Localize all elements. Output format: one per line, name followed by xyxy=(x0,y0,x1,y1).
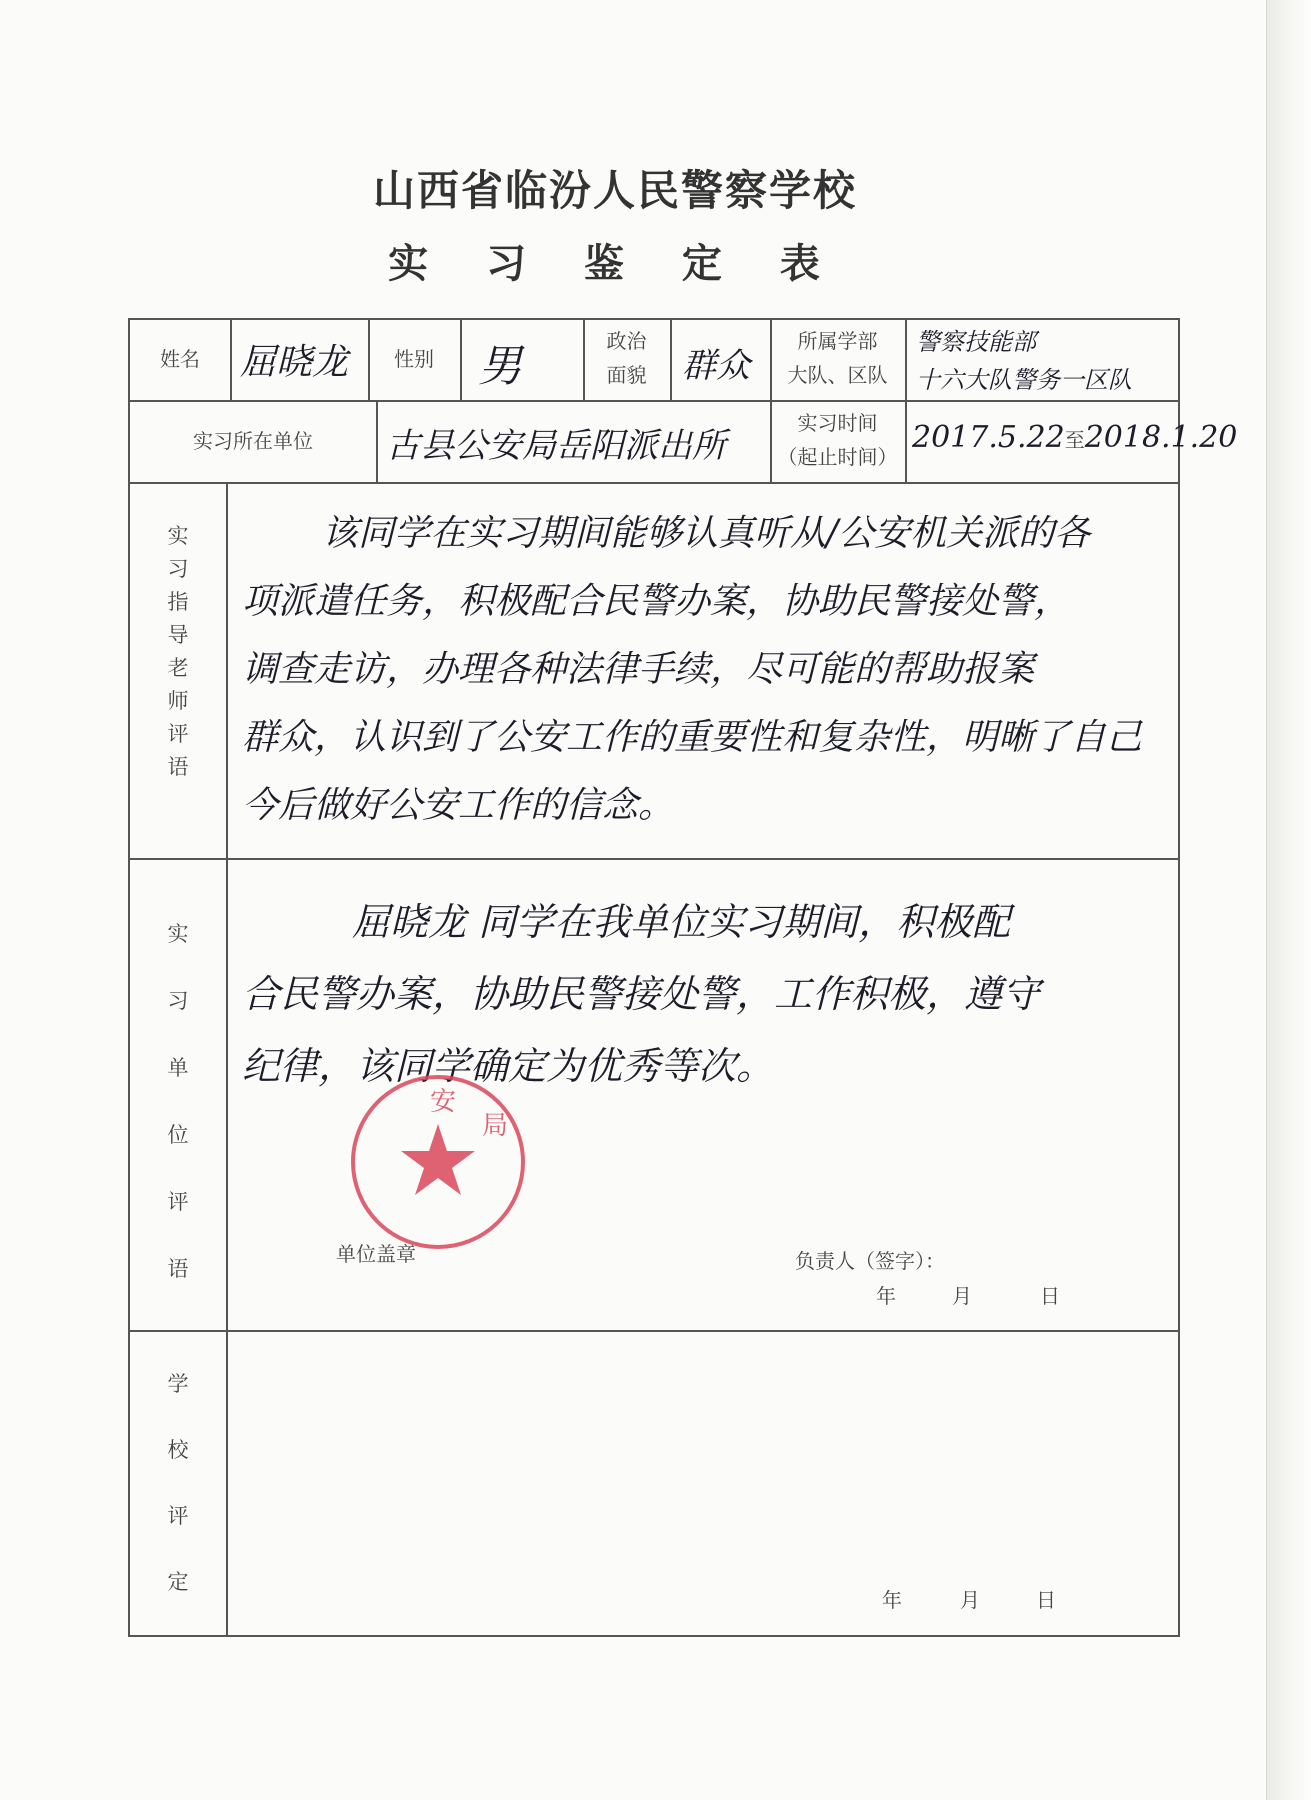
row-divider xyxy=(130,858,1178,860)
label-char: 实 xyxy=(167,922,189,946)
unit-comment xyxy=(242,886,1172,1102)
official-seal-stamp xyxy=(348,1072,528,1252)
name-label: 姓名 xyxy=(160,347,200,371)
label-char: 评 xyxy=(167,1504,189,1528)
gender-label: 性别 xyxy=(394,347,434,371)
time-separator: 至 xyxy=(1064,428,1085,452)
time-label-1: 实习时间 xyxy=(797,411,878,435)
label-char: 习 xyxy=(167,989,189,1013)
school-date-year: 年 xyxy=(882,1588,902,1612)
row-divider xyxy=(130,1330,1178,1332)
unit-value: 古县公安局岳阳派出所 xyxy=(386,426,726,466)
seal-char: 安 xyxy=(430,1087,457,1117)
label-col-divider xyxy=(226,482,228,1635)
unit-label: 实习所在单位 xyxy=(193,429,313,453)
political-label-1: 政治 xyxy=(606,329,647,353)
comment-line: 该同学在实习期间能够认真听从/公安机关派的各 xyxy=(322,513,1091,554)
label-char: 评 xyxy=(167,1190,189,1214)
school-date-day: 日 xyxy=(1036,1588,1056,1612)
label-char: 位 xyxy=(167,1123,189,1147)
comment-line: 合民警办案，协助民警接处警，工作积极，遵守 xyxy=(242,972,1041,1016)
comment-line: 今后做好公安工作的信念。 xyxy=(242,785,675,826)
col-divider xyxy=(230,320,232,400)
political-label-2: 面貌 xyxy=(606,363,647,387)
label-char: 单 xyxy=(167,1056,189,1080)
comment-line: 纪律，该同学确定为优秀等次。 xyxy=(242,1044,775,1088)
seal-label: 单位盖章 xyxy=(336,1242,416,1266)
label-char: 指 xyxy=(167,590,189,614)
label-char: 老 xyxy=(167,656,189,680)
label-char: 师 xyxy=(167,689,189,713)
time-label-2: （起止时间） xyxy=(777,445,898,469)
col-divider xyxy=(460,320,462,400)
label-char: 习 xyxy=(167,557,189,581)
col-divider xyxy=(376,400,378,482)
unit-date-month: 月 xyxy=(952,1284,972,1308)
row-divider xyxy=(130,400,1178,402)
seal-char: 局 xyxy=(482,1111,509,1141)
label-char: 学 xyxy=(167,1372,189,1396)
label-char: 校 xyxy=(167,1438,189,1462)
school-section-label xyxy=(150,1368,206,1632)
time-range xyxy=(912,420,1237,455)
label-char: 语 xyxy=(167,1257,189,1281)
name-value: 屈晓龙 xyxy=(240,342,349,383)
comment-line: 屈晓龙 同学在我单位实习期间，积极配 xyxy=(352,900,1011,944)
evaluation-form xyxy=(128,318,1238,1637)
label-char: 实 xyxy=(167,524,189,548)
dept-value-2: 十六大队警务一区队 xyxy=(916,366,1132,394)
col-divider xyxy=(670,320,672,400)
school-date-month: 月 xyxy=(960,1588,980,1612)
label-char: 语 xyxy=(167,755,189,779)
gender-value: 男 xyxy=(478,341,522,392)
label-char: 评 xyxy=(167,722,189,746)
unit-date-day: 日 xyxy=(1040,1284,1060,1308)
unit-date-year: 年 xyxy=(876,1284,896,1308)
label-char: 导 xyxy=(167,623,189,647)
school-title: 山西省临汾人民警察学校 xyxy=(372,166,857,215)
form-title: 实 习 鉴 定 表 xyxy=(388,241,842,287)
dept-label-2: 大队、区队 xyxy=(787,363,888,387)
signer-label: 负责人（签字）： xyxy=(795,1249,945,1273)
col-divider xyxy=(905,320,907,482)
teacher-section-label xyxy=(150,520,206,784)
time-end: 2018.1.20 xyxy=(1084,420,1238,455)
comment-line: 项派遣任务，积极配合民警办案，协助民警接处警， xyxy=(242,581,1071,622)
teacher-comment xyxy=(242,500,1172,840)
comment-line: 群众，认识到了公安工作的重要性和复杂性，明晰了自己 xyxy=(242,717,1143,758)
page-edge-shadow xyxy=(1266,0,1311,1800)
label-char: 定 xyxy=(167,1570,189,1594)
row-divider xyxy=(130,482,1178,484)
dept-label-1: 所属学部 xyxy=(797,329,878,353)
political-value: 群众 xyxy=(682,346,750,386)
comment-line: 调查走访，办理各种法律手续，尽可能的帮助报案 xyxy=(242,649,1035,690)
unit-section-label xyxy=(150,918,206,1320)
time-start: 2017.5.22 xyxy=(912,420,1065,455)
dept-value-1: 警察技能部 xyxy=(916,328,1036,356)
